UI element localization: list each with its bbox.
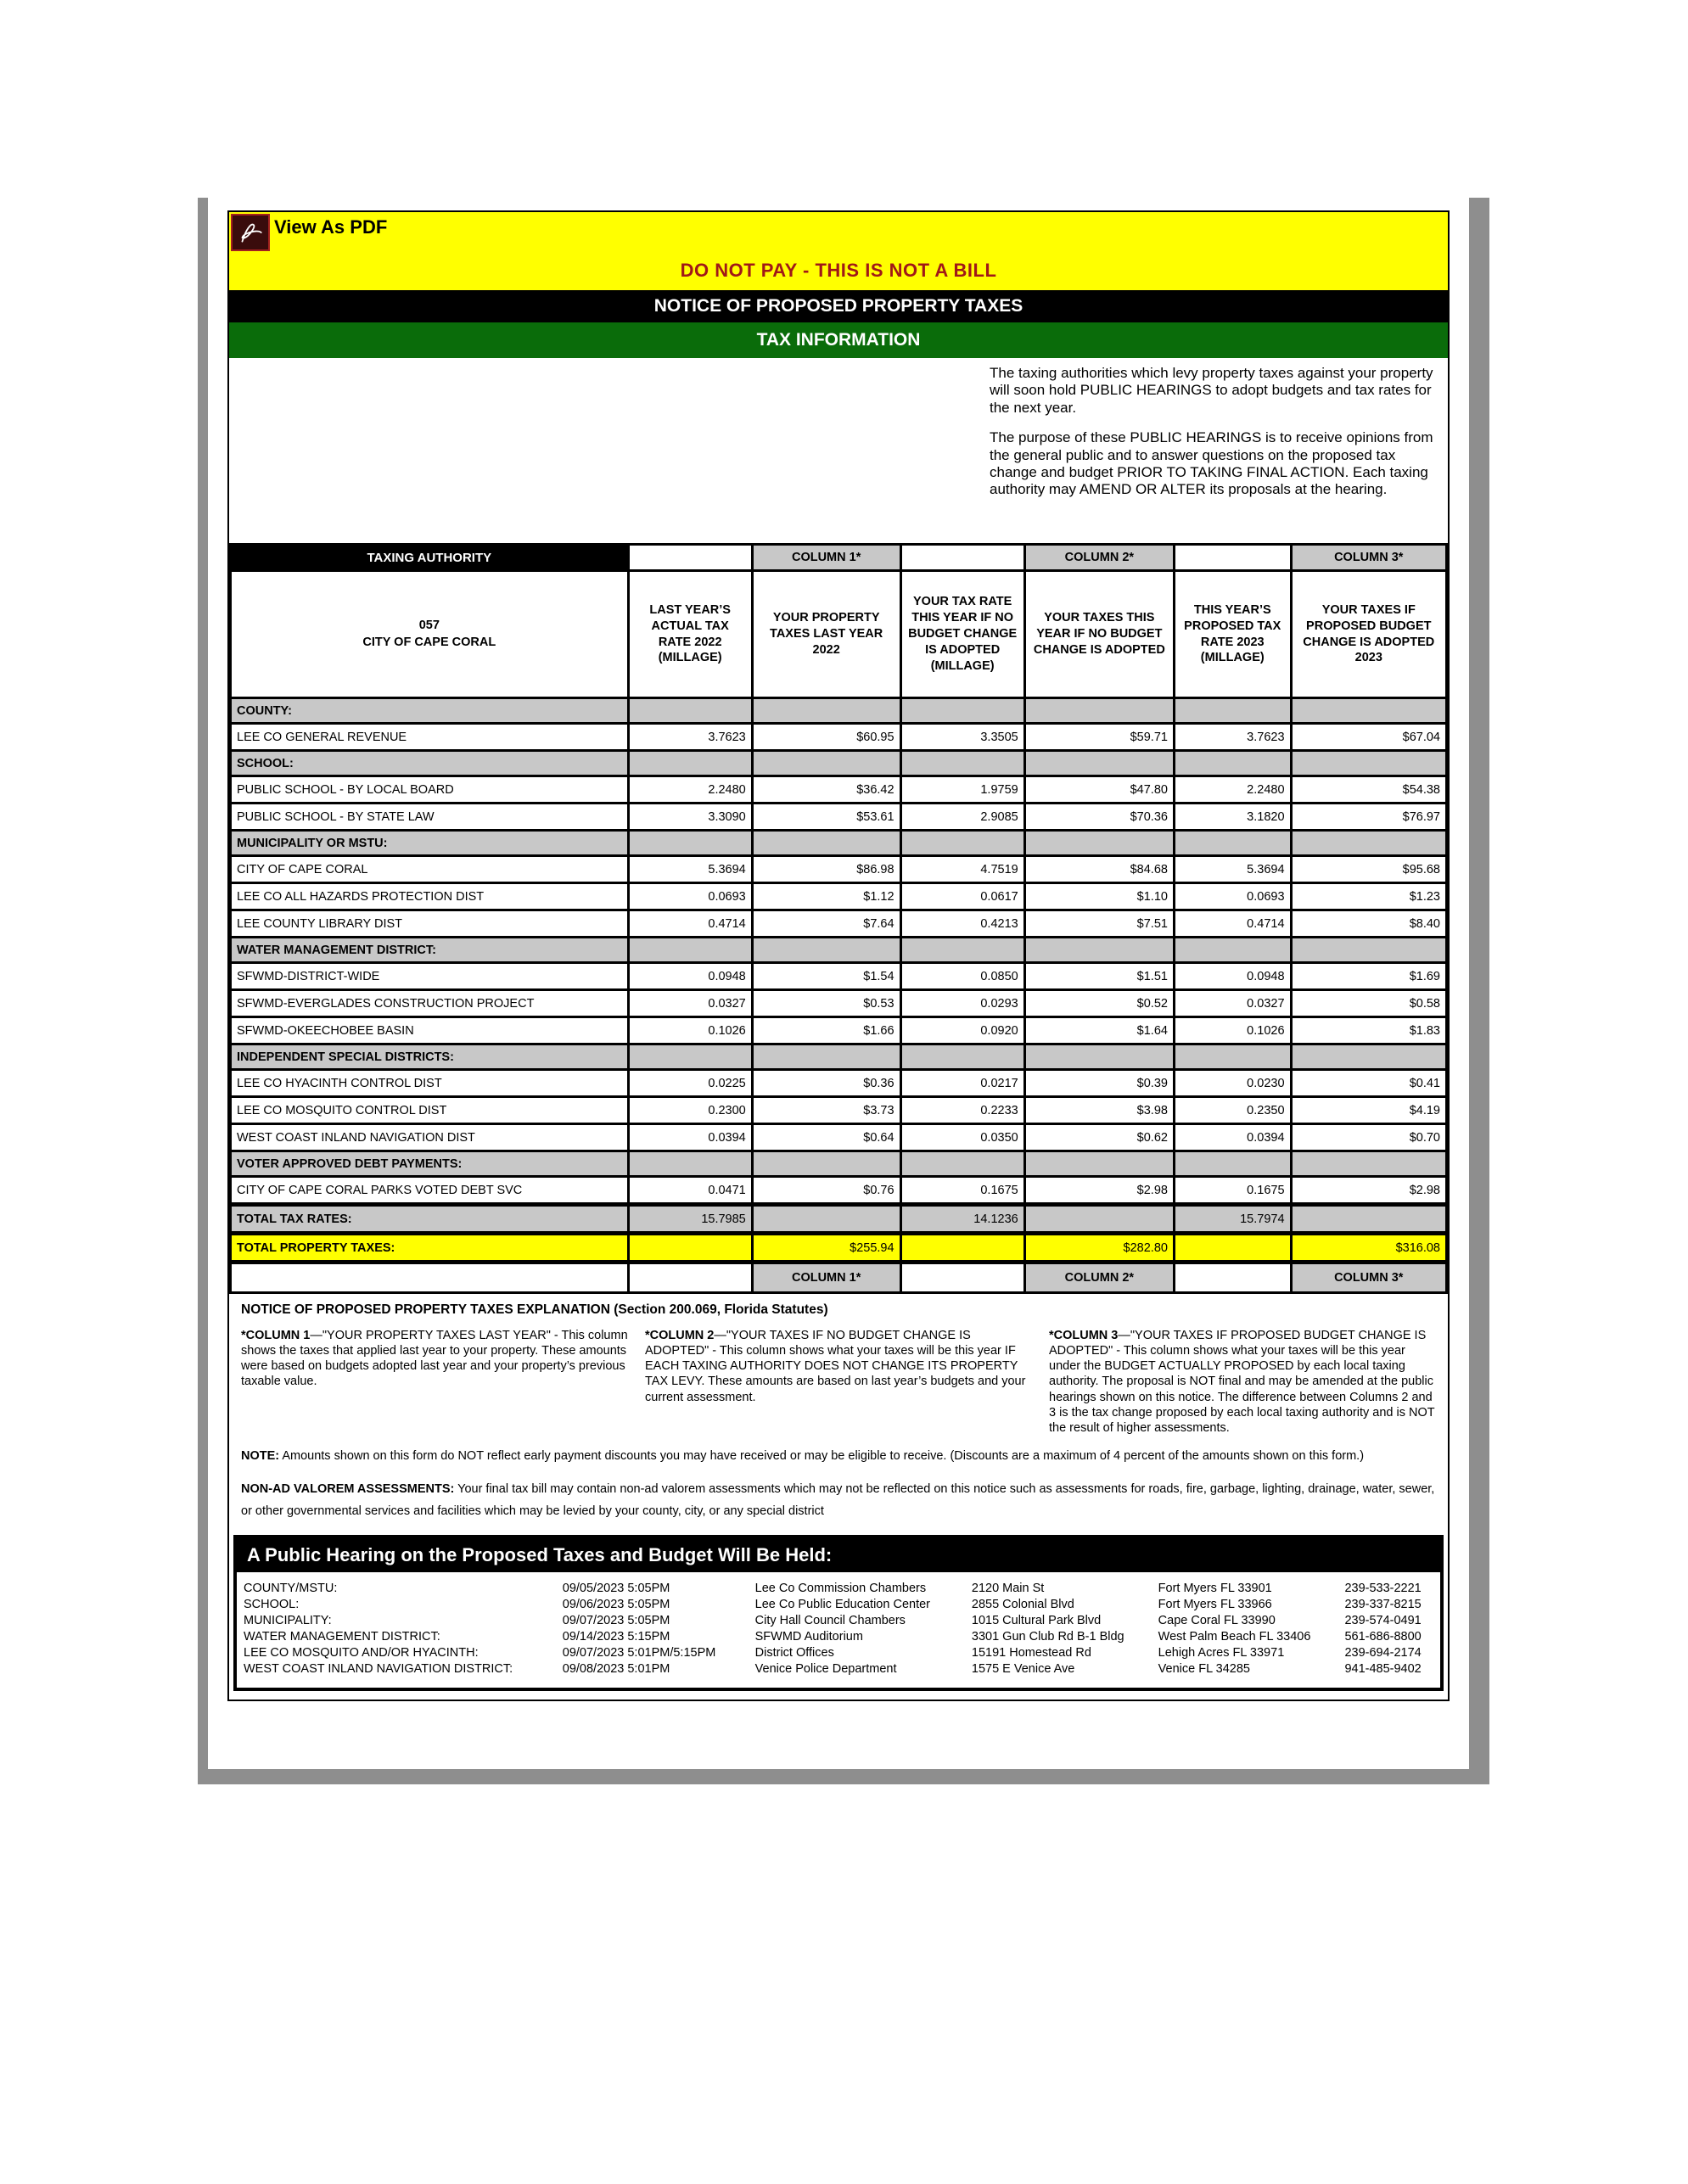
- section-cell: [628, 1151, 752, 1177]
- hearing-schedule-body: [237, 1580, 1440, 1677]
- explanation-section: [229, 1294, 1448, 1436]
- footer-blank-cell: [231, 1263, 629, 1293]
- value-cell: $1.66: [752, 1017, 900, 1044]
- total-value-cell: [1174, 1234, 1291, 1263]
- explanation-heading: NOTICE OF PROPOSED PROPERTY TAXES EXPLANATION (Section 200.069, Florida Statutes): [241, 1302, 828, 1317]
- value-cell: $67.04: [1291, 724, 1446, 751]
- footer-column-label: COLUMN 3*: [1291, 1263, 1446, 1293]
- value-cell: 3.1820: [1174, 804, 1291, 831]
- section-cell: [1291, 938, 1446, 963]
- section-cell: [1291, 698, 1446, 724]
- total-value-cell: $282.80: [1024, 1234, 1174, 1263]
- hearing-street: 2120 Main St: [971, 1581, 1045, 1595]
- section-row: [231, 751, 1447, 776]
- hearing-datetime: 09/14/2023 5:15PM: [562, 1629, 670, 1644]
- header-blank-cell: [1174, 545, 1291, 571]
- value-cell: $0.53: [752, 990, 900, 1017]
- explanation-columns: [241, 1328, 1436, 1436]
- value-cell: $0.36: [752, 1070, 900, 1097]
- value-cell: $47.80: [1024, 776, 1174, 804]
- value-cell: $3.73: [752, 1097, 900, 1124]
- total-label: TOTAL PROPERTY TAXES:: [231, 1234, 629, 1263]
- taxing-authority-header: TAXING AUTHORITY: [231, 545, 629, 571]
- section-cell: [628, 751, 752, 776]
- view-as-pdf-button[interactable]: [231, 214, 387, 251]
- col-header-taxes-last-year: YOUR PROPERTY TAXES LAST YEAR 2022: [752, 571, 900, 698]
- value-cell: $1.64: [1024, 1017, 1174, 1044]
- hearing-street: 1015 Cultural Park Blvd: [971, 1613, 1102, 1627]
- value-cell: $76.97: [1291, 804, 1446, 831]
- public-hearing-box: [233, 1535, 1444, 1691]
- value-cell: $4.19: [1291, 1097, 1446, 1124]
- section-row: [231, 1151, 1447, 1177]
- hearing-street: 2855 Colonial Blvd: [971, 1597, 1074, 1611]
- value-cell: 0.0471: [628, 1177, 752, 1205]
- table-row: [231, 724, 1447, 751]
- value-cell: 0.0920: [900, 1017, 1024, 1044]
- value-cell: $2.98: [1024, 1177, 1174, 1205]
- value-cell: $95.68: [1291, 856, 1446, 883]
- header-band-yellow: [229, 212, 1448, 290]
- authority-label: LEE CO HYACINTH CONTROL DIST: [231, 1070, 629, 1097]
- table-row: [231, 1177, 1447, 1205]
- table-row: [231, 883, 1447, 910]
- tax-table-header-row-2: [231, 571, 1447, 698]
- authority-label: PUBLIC SCHOOL - BY LOCAL BOARD: [231, 776, 629, 804]
- value-cell: 2.2480: [1174, 776, 1291, 804]
- col-header-taxes-proposed: YOUR TAXES IF PROPOSED BUDGET CHANGE IS ADOPTED 2023: [1291, 571, 1446, 698]
- value-cell: 0.4714: [628, 910, 752, 938]
- section-cell: [628, 938, 752, 963]
- explanation-column-2-body: —"YOUR TAXES IF NO BUDGET CHANGE IS ADOPTED" - This column shows what your taxes will be this year IF EACH TAXING AUTHORITY DOES NOT CHANGE ITS PROPERTY TAX LEVY. These amounts are based on last year’s budgets and your current assessment.: [645, 1329, 1026, 1404]
- value-cell: $1.83: [1291, 1017, 1446, 1044]
- value-cell: $0.52: [1024, 990, 1174, 1017]
- table-row: [231, 1070, 1447, 1097]
- explanation-column-1-lead: *COLUMN 1: [241, 1329, 311, 1342]
- hearing-authority: COUNTY/MSTU:: [244, 1581, 338, 1595]
- value-cell: $0.58: [1291, 990, 1446, 1017]
- hearing-city: Venice FL 34285: [1158, 1661, 1250, 1676]
- value-cell: 2.2480: [628, 776, 752, 804]
- value-cell: 0.0350: [900, 1124, 1024, 1151]
- hearing-phone: 239-337-8215: [1344, 1597, 1422, 1611]
- value-cell: $2.98: [1291, 1177, 1446, 1205]
- hearing-location: City Hall Council Chambers: [754, 1613, 906, 1627]
- section-cell: [1174, 831, 1291, 856]
- section-row: [231, 938, 1447, 963]
- authority-label: SFWMD-EVERGLADES CONSTRUCTION PROJECT: [231, 990, 629, 1017]
- section-cell: [900, 938, 1024, 963]
- col-header-taxes-no-change: YOUR TAXES THIS YEAR IF NO BUDGET CHANGE IS ADOPTED: [1024, 571, 1174, 698]
- section-cell: [1291, 1151, 1446, 1177]
- value-cell: 0.0693: [1174, 883, 1291, 910]
- authority-cell: [231, 571, 629, 698]
- hearing-authority: WEST COAST INLAND NAVIGATION DISTRICT:: [244, 1661, 513, 1676]
- authority-label: WEST COAST INLAND NAVIGATION DIST: [231, 1124, 629, 1151]
- value-cell: 0.0327: [628, 990, 752, 1017]
- table-row: [231, 856, 1447, 883]
- explanation-column-1-body: —"YOUR PROPERTY TAXES LAST YEAR" - This column shows the taxes that applied last year to your property. These amounts were based on budgets adopted last year and your property’s previous taxable value.: [241, 1329, 628, 1389]
- value-cell: 0.1026: [628, 1017, 752, 1044]
- value-cell: $1.23: [1291, 883, 1446, 910]
- table-row: [231, 1097, 1447, 1124]
- section-cell: [1174, 938, 1291, 963]
- section-row: [231, 1044, 1447, 1070]
- hearing-authority: LEE CO MOSQUITO AND/OR HYACINTH:: [244, 1645, 479, 1660]
- hearing-row: [237, 1644, 1440, 1660]
- value-cell: 2.9085: [900, 804, 1024, 831]
- section-cell: [900, 698, 1024, 724]
- section-cell: [1291, 1044, 1446, 1070]
- table-row: [231, 776, 1447, 804]
- value-cell: 0.2350: [1174, 1097, 1291, 1124]
- value-cell: 3.7623: [1174, 724, 1291, 751]
- value-cell: 0.2233: [900, 1097, 1024, 1124]
- tax-information-band: TAX INFORMATION: [229, 322, 1448, 358]
- note-lead: NOTE:: [241, 1448, 280, 1463]
- explanation-column-2-lead: *COLUMN 2: [645, 1329, 715, 1342]
- value-cell: $84.68: [1024, 856, 1174, 883]
- value-cell: 0.0693: [628, 883, 752, 910]
- value-cell: $1.54: [752, 963, 900, 990]
- hearing-city: Fort Myers FL 33966: [1158, 1597, 1272, 1611]
- hearing-authority: SCHOOL:: [244, 1597, 300, 1611]
- value-cell: 0.0225: [628, 1070, 752, 1097]
- value-cell: $54.38: [1291, 776, 1446, 804]
- section-cell: [1024, 938, 1174, 963]
- total-value-cell: $255.94: [752, 1234, 900, 1263]
- authority-name: CITY OF CAPE CORAL: [362, 635, 496, 649]
- hearing-authority: WATER MANAGEMENT DISTRICT:: [244, 1629, 440, 1644]
- value-cell: 0.0948: [628, 963, 752, 990]
- value-cell: 3.7623: [628, 724, 752, 751]
- hearing-city: Lehigh Acres FL 33971: [1158, 1645, 1285, 1660]
- section-row: [231, 698, 1447, 724]
- hearing-street: 1575 E Venice Ave: [971, 1661, 1075, 1676]
- hearing-city: Cape Coral FL 33990: [1158, 1613, 1276, 1627]
- section-cell: [1024, 1151, 1174, 1177]
- value-cell: 3.3505: [900, 724, 1024, 751]
- value-cell: 3.3090: [628, 804, 752, 831]
- column1-header: COLUMN 1*: [752, 545, 900, 571]
- value-cell: 0.0394: [1174, 1124, 1291, 1151]
- authority-label: LEE CO ALL HAZARDS PROTECTION DIST: [231, 883, 629, 910]
- value-cell: $0.70: [1291, 1124, 1446, 1151]
- footer-column-label: COLUMN 1*: [752, 1263, 900, 1293]
- value-cell: $0.39: [1024, 1070, 1174, 1097]
- hearing-location: Venice Police Department: [754, 1661, 897, 1676]
- hearing-phone: 239-574-0491: [1344, 1613, 1422, 1627]
- hearing-datetime: 09/07/2023 5:05PM: [562, 1613, 670, 1627]
- column3-header: COLUMN 3*: [1291, 545, 1446, 571]
- intro-paragraph-2: The purpose of these PUBLIC HEARINGS is to receive opinions from the general public and to answer questions on the proposed tax change and budget PRIOR TO TAKING FINAL ACTION. Each taxing authority may AMEND OR ALTER its proposals at the hearing.: [990, 429, 1433, 498]
- hearing-phone: 239-533-2221: [1344, 1581, 1422, 1595]
- value-cell: $0.64: [752, 1124, 900, 1151]
- section-label: MUNICIPALITY OR MSTU:: [231, 831, 629, 856]
- tax-table-body: [231, 698, 1447, 1293]
- total-value-cell: [900, 1234, 1024, 1263]
- authority-label: PUBLIC SCHOOL - BY STATE LAW: [231, 804, 629, 831]
- value-cell: 0.0327: [1174, 990, 1291, 1017]
- hearing-datetime: 09/05/2023 5:05PM: [562, 1581, 670, 1595]
- table-row: [231, 804, 1447, 831]
- value-cell: $7.64: [752, 910, 900, 938]
- header-blank-cell: [900, 545, 1024, 571]
- section-cell: [752, 751, 900, 776]
- table-row: [231, 1017, 1447, 1044]
- value-cell: 0.1675: [900, 1177, 1024, 1205]
- section-cell: [752, 938, 900, 963]
- section-cell: [1024, 698, 1174, 724]
- hearing-city: West Palm Beach FL 33406: [1158, 1629, 1311, 1644]
- section-label: SCHOOL:: [231, 751, 629, 776]
- value-cell: 0.0230: [1174, 1070, 1291, 1097]
- section-cell: [900, 1151, 1024, 1177]
- hearing-city: Fort Myers FL 33901: [1158, 1581, 1272, 1595]
- col-header-rate-no-change: YOUR TAX RATE THIS YEAR IF NO BUDGET CHANGE IS ADOPTED (MILLAGE): [900, 571, 1024, 698]
- explanation-column-3: [1049, 1328, 1436, 1436]
- section-cell: [1174, 751, 1291, 776]
- hearing-row: [237, 1612, 1440, 1628]
- section-cell: [1024, 1044, 1174, 1070]
- value-cell: $8.40: [1291, 910, 1446, 938]
- note-paragraph: [229, 1436, 1448, 1466]
- authority-label: SFWMD-OKEECHOBEE BASIN: [231, 1017, 629, 1044]
- value-cell: $1.51: [1024, 963, 1174, 990]
- hearing-phone: 941-485-9402: [1344, 1661, 1422, 1676]
- value-cell: 0.0617: [900, 883, 1024, 910]
- value-cell: 0.0293: [900, 990, 1024, 1017]
- footer-blank-cell: [628, 1263, 752, 1293]
- value-cell: $7.51: [1024, 910, 1174, 938]
- hearing-phone: 239-694-2174: [1344, 1645, 1422, 1660]
- footer-column-labels-row: [231, 1263, 1447, 1293]
- non-ad-valorem-body: Your final tax bill may contain non-ad valorem assessments which may not be reflected on this notice such as assessments for roads, fire, garbage, lighting, drainage, water, sewer, or other governmental services and facilities which may be levied by your county, city, or any special district: [241, 1481, 1435, 1519]
- tax-table: [229, 543, 1448, 1294]
- table-row: [231, 1124, 1447, 1151]
- non-ad-valorem-paragraph: [229, 1466, 1448, 1524]
- total-value-cell: 14.1236: [900, 1205, 1024, 1234]
- total-property-taxes-row: [231, 1234, 1447, 1263]
- footer-column-label: COLUMN 2*: [1024, 1263, 1174, 1293]
- hearing-row: [237, 1628, 1440, 1644]
- explanation-column-2: [645, 1328, 1032, 1436]
- adobe-pdf-icon[interactable]: [231, 214, 270, 251]
- value-cell: $1.69: [1291, 963, 1446, 990]
- note-body: Amounts shown on this form do NOT reflect early payment discounts you may have received or may be eligible to receive. (Discounts are a maximum of 4 percent of the amounts shown on this form.): [279, 1448, 1365, 1463]
- explanation-column-1: [241, 1328, 628, 1436]
- tax-table-header-row-1: [231, 545, 1447, 571]
- hearing-location: District Offices: [754, 1645, 834, 1660]
- section-cell: [1291, 831, 1446, 856]
- total-value-cell: 15.7985: [628, 1205, 752, 1234]
- intro-text-block: [990, 358, 1448, 499]
- value-cell: $1.12: [752, 883, 900, 910]
- value-cell: 0.0217: [900, 1070, 1024, 1097]
- document-page: [227, 210, 1450, 1701]
- value-cell: 0.4714: [1174, 910, 1291, 938]
- footer-blank-cell: [1174, 1263, 1291, 1293]
- total-value-cell: [1291, 1205, 1446, 1234]
- section-row: [231, 831, 1447, 856]
- hearing-row: [237, 1596, 1440, 1612]
- value-cell: 0.0394: [628, 1124, 752, 1151]
- hearing-street: 3301 Gun Club Rd B-1 Bldg: [971, 1629, 1124, 1644]
- section-label: INDEPENDENT SPECIAL DISTRICTS:: [231, 1044, 629, 1070]
- total-label: TOTAL TAX RATES:: [231, 1205, 629, 1234]
- value-cell: $0.62: [1024, 1124, 1174, 1151]
- intro-section: [229, 358, 1448, 543]
- section-cell: [628, 1044, 752, 1070]
- intro-paragraph-1: The taxing authorities which levy property taxes against your property will soon hold PUBLIC HEARINGS to adopt budgets and tax rates for the next year.: [990, 365, 1433, 416]
- authority-code: 057: [418, 618, 440, 632]
- value-cell: $0.41: [1291, 1070, 1446, 1097]
- authority-label: SFWMD-DISTRICT-WIDE: [231, 963, 629, 990]
- total-value-cell: 15.7974: [1174, 1205, 1291, 1234]
- section-cell: [1291, 751, 1446, 776]
- value-cell: $60.95: [752, 724, 900, 751]
- value-cell: 5.3694: [1174, 856, 1291, 883]
- value-cell: 1.9759: [900, 776, 1024, 804]
- hearing-row: [237, 1580, 1440, 1596]
- value-cell: $70.36: [1024, 804, 1174, 831]
- table-row: [231, 963, 1447, 990]
- table-row: [231, 990, 1447, 1017]
- hearing-datetime: 09/08/2023 5:01PM: [562, 1661, 670, 1676]
- col-header-last-year-rate: LAST YEAR’S ACTUAL TAX RATE 2022 (MILLAGE): [628, 571, 752, 698]
- total-value-cell: [752, 1205, 900, 1234]
- section-cell: [1024, 831, 1174, 856]
- explanation-column-3-body: —"YOUR TAXES IF PROPOSED BUDGET CHANGE IS ADOPTED" - This column shows what your taxes will be this year under the BUDGET ACTUALLY PROPOSED by each local taxing authority. The proposal is NOT final and may be amended at the public hearings shown on this notice. The difference between Columns 2 and 3 is the tax change proposed by each local taxing authority and is NOT the result of higher assessments.: [1049, 1329, 1435, 1435]
- authority-label: LEE COUNTY LIBRARY DIST: [231, 910, 629, 938]
- section-cell: [900, 831, 1024, 856]
- hearing-authority: MUNICIPALITY:: [244, 1613, 332, 1627]
- value-cell: $1.10: [1024, 883, 1174, 910]
- section-label: VOTER APPROVED DEBT PAYMENTS:: [231, 1151, 629, 1177]
- non-ad-valorem-lead: NON-AD VALOREM ASSESSMENTS:: [241, 1481, 455, 1496]
- col-header-proposed-rate: THIS YEAR’S PROPOSED TAX RATE 2023 (MILLAGE): [1174, 571, 1291, 698]
- section-cell: [628, 698, 752, 724]
- value-cell: 0.0948: [1174, 963, 1291, 990]
- hearing-datetime: 09/06/2023 5:05PM: [562, 1597, 670, 1611]
- hearing-phone: 561-686-8800: [1344, 1629, 1422, 1644]
- section-cell: [752, 831, 900, 856]
- total-value-cell: [628, 1234, 752, 1263]
- section-cell: [1024, 751, 1174, 776]
- view-as-pdf-label[interactable]: View As PDF: [274, 216, 388, 238]
- value-cell: 0.4213: [900, 910, 1024, 938]
- section-cell: [900, 751, 1024, 776]
- value-cell: 4.7519: [900, 856, 1024, 883]
- section-cell: [752, 698, 900, 724]
- hearing-location: Lee Co Public Education Center: [754, 1597, 930, 1611]
- footer-blank-cell: [900, 1263, 1024, 1293]
- hearing-row: [237, 1660, 1440, 1677]
- column2-header: COLUMN 2*: [1024, 545, 1174, 571]
- value-cell: 0.1675: [1174, 1177, 1291, 1205]
- section-cell: [752, 1044, 900, 1070]
- value-cell: $3.98: [1024, 1097, 1174, 1124]
- hearing-schedule-table: [237, 1580, 1440, 1677]
- notice-title-band: NOTICE OF PROPOSED PROPERTY TAXES: [229, 290, 1448, 322]
- value-cell: 0.2300: [628, 1097, 752, 1124]
- hearing-location: Lee Co Commission Chambers: [754, 1581, 927, 1595]
- section-cell: [1174, 1044, 1291, 1070]
- value-cell: $86.98: [752, 856, 900, 883]
- hearing-datetime: 09/07/2023 5:01PM/5:15PM: [562, 1645, 716, 1660]
- value-cell: 5.3694: [628, 856, 752, 883]
- value-cell: 0.0850: [900, 963, 1024, 990]
- explanation-column-3-lead: *COLUMN 3: [1049, 1329, 1119, 1342]
- section-label: COUNTY:: [231, 698, 629, 724]
- section-label: WATER MANAGEMENT DISTRICT:: [231, 938, 629, 963]
- hearing-street: 15191 Homestead Rd: [971, 1645, 1091, 1660]
- value-cell: $0.76: [752, 1177, 900, 1205]
- value-cell: $59.71: [1024, 724, 1174, 751]
- authority-label: LEE CO MOSQUITO CONTROL DIST: [231, 1097, 629, 1124]
- do-not-pay-warning: DO NOT PAY - THIS IS NOT A BILL: [680, 260, 997, 281]
- value-cell: $36.42: [752, 776, 900, 804]
- hearing-location: SFWMD Auditorium: [754, 1629, 863, 1644]
- section-cell: [1174, 698, 1291, 724]
- section-cell: [900, 1044, 1024, 1070]
- authority-label: CITY OF CAPE CORAL PARKS VOTED DEBT SVC: [231, 1177, 629, 1205]
- section-cell: [1174, 1151, 1291, 1177]
- header-blank-cell: [628, 545, 752, 571]
- value-cell: 0.1026: [1174, 1017, 1291, 1044]
- table-row: [231, 910, 1447, 938]
- authority-label: CITY OF CAPE CORAL: [231, 856, 629, 883]
- section-cell: [752, 1151, 900, 1177]
- total-value-cell: $316.08: [1291, 1234, 1446, 1263]
- total-value-cell: [1024, 1205, 1174, 1234]
- page-shadow-frame: [198, 198, 1489, 1784]
- value-cell: $53.61: [752, 804, 900, 831]
- authority-label: LEE CO GENERAL REVENUE: [231, 724, 629, 751]
- total-tax-rates-row: [231, 1205, 1447, 1234]
- section-cell: [628, 831, 752, 856]
- public-hearing-heading: A Public Hearing on the Proposed Taxes and Budget Will Be Held:: [237, 1538, 1440, 1572]
